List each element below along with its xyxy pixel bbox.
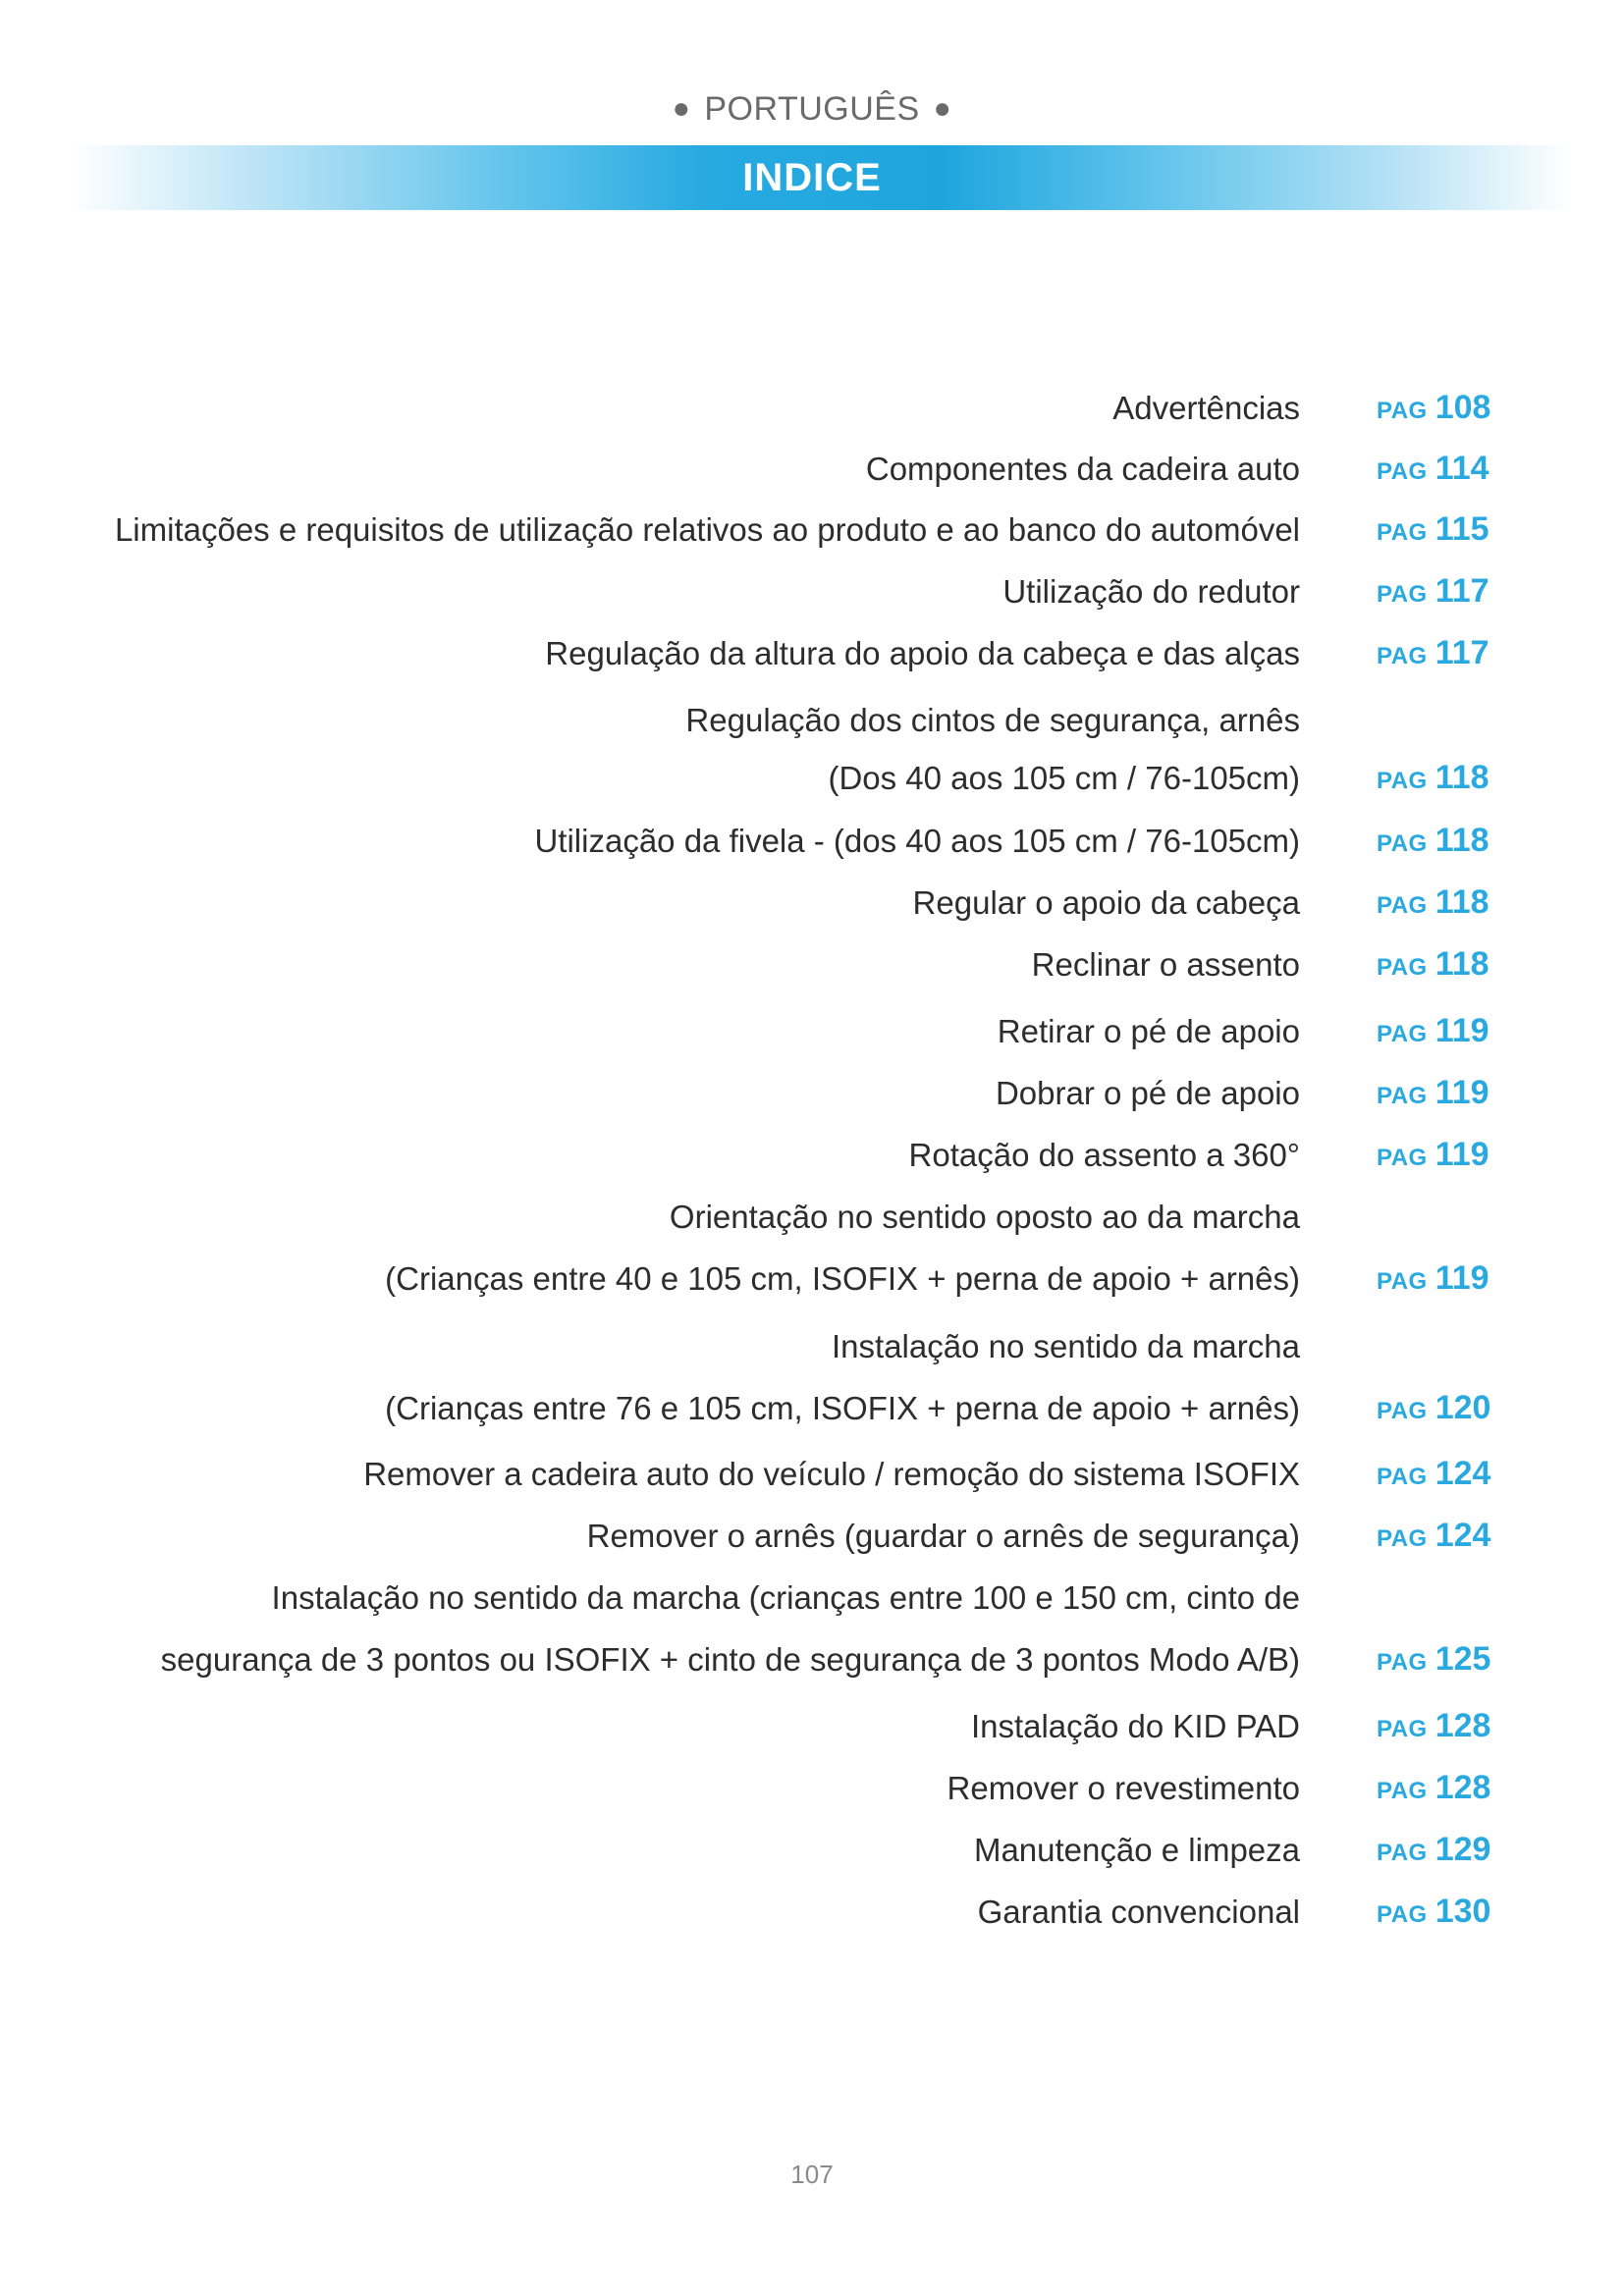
language-label xyxy=(0,90,1624,129)
toc-entry-page xyxy=(1377,883,1489,922)
toc-entry-page xyxy=(1377,634,1489,672)
page-reference: 114 xyxy=(1435,450,1489,487)
page-number: 107 xyxy=(790,2160,834,2189)
toc-entry-text: Instalação do KID PAD xyxy=(970,1708,1300,1744)
toc-entry-text: Retirar o pé de apoio xyxy=(997,1013,1300,1049)
toc-entry-text: segurança de 3 pontos ou ISOFIX + cinto de segurança de 3 pontos Modo A/B) xyxy=(160,1641,1300,1678)
pag-label: PAG xyxy=(1377,519,1428,546)
toc-entry-text: Rotação do assento a 360° xyxy=(908,1137,1300,1173)
toc-entry-text: Garantia convencional xyxy=(977,1894,1300,1930)
page-title: INDICE xyxy=(742,156,882,199)
pag-label: PAG xyxy=(1377,398,1428,424)
toc-entry-text: Regular o apoio da cabeça xyxy=(912,884,1300,921)
toc-entry-text: (Crianças entre 76 e 105 cm, ISOFIX + perna de apoio + arnês) xyxy=(385,1390,1300,1426)
page-reference: 129 xyxy=(1435,1831,1491,1868)
toc-entry-page xyxy=(1377,1074,1489,1112)
toc-entry-text: Orientação no sentido oposto ao da marcha xyxy=(669,1199,1300,1235)
toc-entry-text: (Dos 40 aos 105 cm / 76-105cm) xyxy=(828,760,1300,796)
page-reference: 117 xyxy=(1435,634,1489,671)
toc-entry-text: (Crianças entre 40 e 105 cm, ISOFIX + perna de apoio + arnês) xyxy=(385,1260,1300,1297)
page-reference: 124 xyxy=(1435,1455,1491,1492)
toc-entry-page xyxy=(1377,945,1489,984)
toc-entry-page xyxy=(1377,572,1489,611)
page-reference: 119 xyxy=(1435,1074,1489,1111)
pag-label: PAG xyxy=(1377,1840,1428,1866)
pag-label: PAG xyxy=(1377,1649,1428,1676)
page-reference: 120 xyxy=(1435,1389,1491,1426)
pag-label: PAG xyxy=(1377,830,1428,857)
page-reference: 124 xyxy=(1435,1517,1491,1554)
pag-label: PAG xyxy=(1377,768,1428,794)
pag-label: PAG xyxy=(1377,1778,1428,1804)
page-reference: 117 xyxy=(1435,572,1489,610)
toc-entry-page xyxy=(1377,1640,1490,1679)
toc-entry-page xyxy=(1377,1831,1490,1869)
page-reference: 115 xyxy=(1435,510,1489,548)
toc-entry-text: Instalação no sentido da marcha (crianças entre 100 e 150 cm, cinto de xyxy=(271,1579,1300,1616)
page-reference: 128 xyxy=(1435,1707,1491,1744)
pag-label: PAG xyxy=(1377,954,1428,981)
page-reference: 119 xyxy=(1435,1259,1489,1297)
toc-entry-text: Dobrar o pé de apoio xyxy=(995,1075,1300,1111)
pag-label: PAG xyxy=(1377,1398,1428,1424)
pag-label: PAG xyxy=(1377,1716,1428,1742)
toc-entry-page xyxy=(1377,1012,1489,1050)
toc-entry-page xyxy=(1377,1389,1490,1427)
bullet-right-icon: ● xyxy=(933,92,952,125)
toc-entry-page xyxy=(1377,389,1490,427)
page-reference: 118 xyxy=(1435,945,1489,983)
toc-entry-text: Limitações e requisitos de utilização relativos ao produto e ao banco do automóvel xyxy=(114,511,1300,548)
toc-entry-text: Remover o arnês (guardar o arnês de segurança) xyxy=(586,1518,1300,1554)
toc-entry-text: Regulação da altura do apoio da cabeça e das alças xyxy=(545,635,1300,671)
page-reference: 119 xyxy=(1435,1012,1489,1049)
toc-entry-text: Componentes da cadeira auto xyxy=(865,451,1300,487)
toc-entry-text: Remover o revestimento xyxy=(947,1770,1300,1806)
language-text: PORTUGUÊS xyxy=(704,90,920,128)
toc-entry-page xyxy=(1377,822,1489,860)
pag-label: PAG xyxy=(1377,458,1428,485)
toc-entry-text: Regulação dos cintos de segurança, arnês xyxy=(685,702,1300,738)
pag-label: PAG xyxy=(1377,643,1428,669)
toc-entry-page xyxy=(1377,1517,1490,1555)
toc-entry-page xyxy=(1377,1259,1489,1298)
pag-label: PAG xyxy=(1377,1083,1428,1109)
pag-label: PAG xyxy=(1377,1464,1428,1490)
toc-entry-text: Utilização do redutor xyxy=(1002,573,1300,610)
pag-label: PAG xyxy=(1377,1268,1428,1295)
toc-entry-text: Reclinar o assento xyxy=(1031,946,1300,983)
page-reference: 118 xyxy=(1435,883,1489,921)
toc-entry-text: Instalação no sentido da marcha xyxy=(832,1328,1300,1364)
toc-entry-page xyxy=(1377,1769,1490,1807)
page-reference: 119 xyxy=(1435,1136,1489,1173)
toc-entry-page xyxy=(1377,759,1489,797)
page-reference: 108 xyxy=(1435,389,1491,426)
toc-entry-text: Advertências xyxy=(1112,390,1300,426)
toc-entry-page xyxy=(1377,450,1489,488)
page-reference: 118 xyxy=(1435,822,1489,859)
toc-entry-text: Manutenção e limpeza xyxy=(973,1832,1300,1868)
toc-entry-page xyxy=(1377,1893,1490,1931)
page-reference: 125 xyxy=(1435,1640,1491,1678)
pag-label: PAG xyxy=(1377,1525,1428,1552)
toc-entry-text: Remover a cadeira auto do veículo / remoção do sistema ISOFIX xyxy=(363,1456,1300,1492)
toc-entry-page xyxy=(1377,1136,1489,1174)
pag-label: PAG xyxy=(1377,581,1428,608)
pag-label: PAG xyxy=(1377,1145,1428,1171)
toc-entry-page xyxy=(1377,1455,1490,1493)
toc-entry-page xyxy=(1377,510,1489,549)
pag-label: PAG xyxy=(1377,1901,1428,1928)
page-reference: 128 xyxy=(1435,1769,1491,1806)
toc-entry-text: Utilização da fivela - (dos 40 aos 105 cm / 76-105cm) xyxy=(534,823,1300,859)
bullet-left-icon: ● xyxy=(672,92,691,125)
pag-label: PAG xyxy=(1377,1021,1428,1047)
toc-entry-page xyxy=(1377,1707,1490,1745)
page-reference: 130 xyxy=(1435,1893,1491,1930)
pag-label: PAG xyxy=(1377,892,1428,919)
page-reference: 118 xyxy=(1435,759,1489,796)
